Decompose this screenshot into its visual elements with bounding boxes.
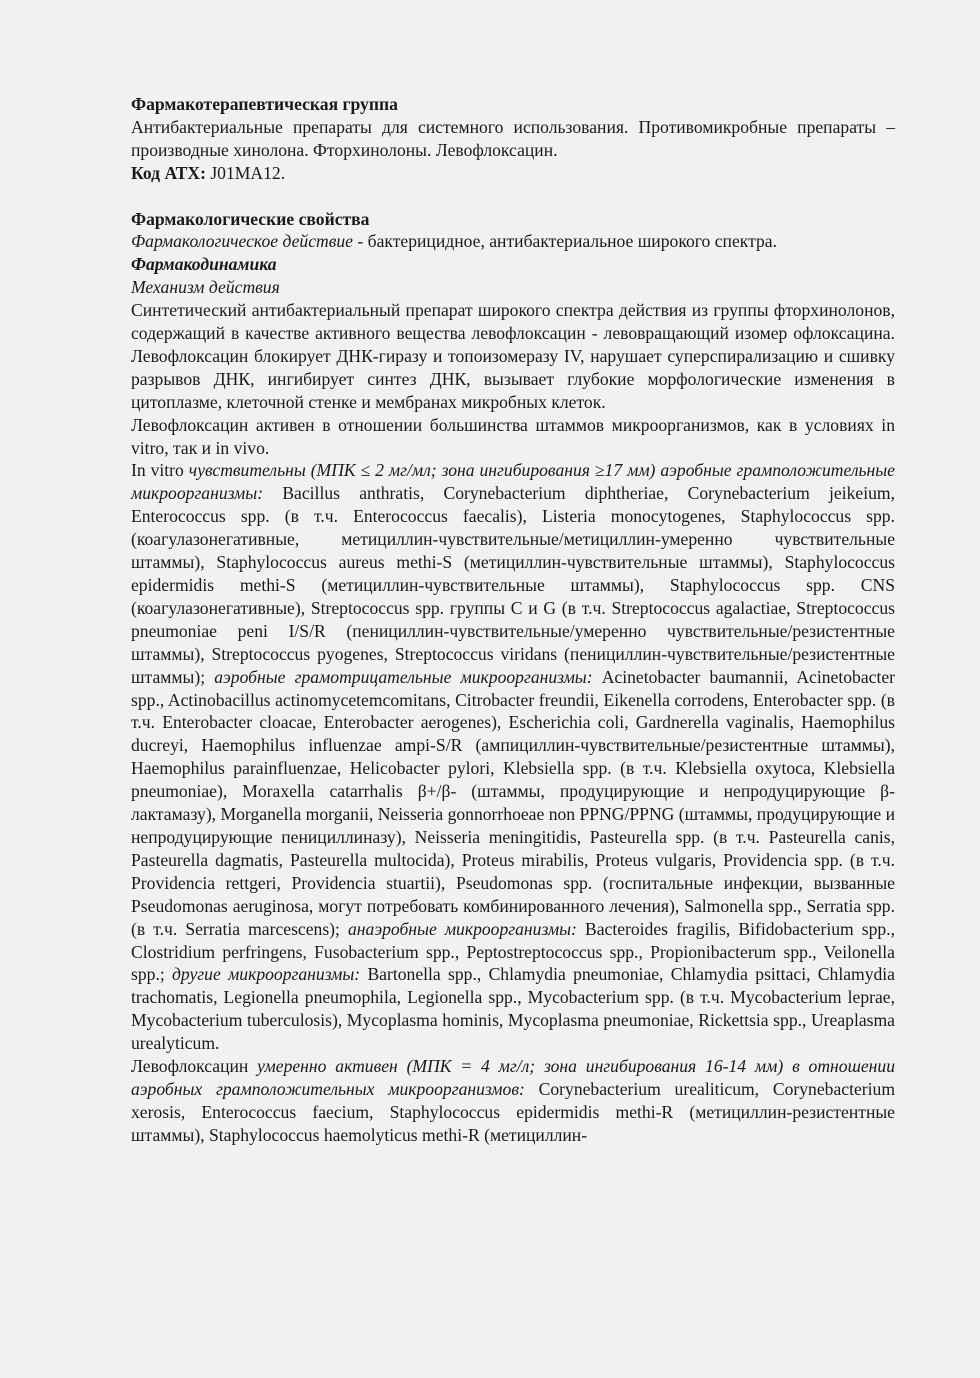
pharmacodynamics-heading: Фармакодинамика	[131, 254, 277, 275]
spectrum-moderate-subject: Левофлоксацин	[131, 1056, 258, 1077]
section-heading-pharmacotherapeutic-group: Фармакотерапевтическая группа	[131, 94, 398, 114]
spectrum-other-list: Bartonella spp., Chlamydia pneumoniae, Chlamydia psittaci, Chlamydia trachomatis, Legionella pneumophila, Legionella spp., Mycobacterium spp. (в т.ч. Mycobacterium leprae, Mycobacterium tuberculosis), Mycoplasma hominis, Mycoplasma pneumoniae, Rickettsia spp., Ureaplasma urealyticum.	[131, 964, 895, 1054]
section-heading-pharmacological-properties: Фармакологические свойства	[131, 208, 370, 229]
spectrum-paragraph-moderate	[131, 1055, 895, 1147]
spectrum-sensitive-criteria: чувствительны (МПК ≤ 2 мг/мл; зона ингибирования ≥17 мм) аэробные грамположительные микроорганизмы:	[131, 460, 895, 504]
pharmacological-action-text: - бактерицидное, антибактериальное широкого спектра.	[352, 231, 777, 252]
spectrum-paragraph-sensitive	[131, 459, 895, 1055]
pharmacological-action-line	[131, 230, 895, 253]
spectrum-anaerobic-label: анаэробные микроорганизмы:	[339, 918, 577, 939]
pharmacotherapeutic-group-text: Антибактериальные препараты для системного использования. Противомикробные препараты – производные хинолона. Фторхинолоны. Левофлоксацин.	[131, 116, 895, 160]
atx-code-label: Код АТХ:	[131, 162, 206, 183]
spectrum-anaerobic-list: Bacteroides fragilis, Bifidobacterium spp., Clostridium perfringens, Fusobacterium spp., Peptostreptococcus spp., Propionibacterum spp., Veilonella spp.;	[131, 918, 895, 985]
pharmacological-action-label: Фармакологическое действие	[131, 231, 353, 252]
mechanism-text: Синтетический антибактериальный препарат широкого спектра действия из группы фторхинолонов, содержащий в качестве активного вещества левофлоксацин - левовращающий изомер офлоксацина. Левофлоксацин блокирует ДНК-гиразу и топоизомеразу IV, нарушает суперспирализацию и сшивку разрывов ДНК, ингибирует синтез ДНК, вызывает глубокие морфологические изменения в цитоплазме, клеточной стенке и мембранах микробных клеток.	[131, 300, 895, 412]
spectrum-other-label: другие микроорганизмы:	[164, 964, 361, 985]
spectrum-gram-negative-label: аэробные грамотрицательные микроорганизмы:	[205, 666, 593, 687]
spectrum-in-vitro: In vitro	[131, 460, 189, 481]
atx-code-value: J01MA12.	[205, 162, 286, 183]
spectrum-moderate-criteria: умеренно активен (МПК = 4 мг/л; зона ингибирования 16-14 мм) в отношении аэробных грамположительных микроорганизмов:	[131, 1056, 895, 1099]
document-page	[131, 93, 895, 1147]
mechanism-heading: Механизм действия	[131, 277, 280, 298]
blank-line	[131, 185, 895, 208]
activity-text: Левофлоксацин активен в отношении большинства штаммов микроорганизмов, как в условиях in vitro, так и in vivo.	[131, 414, 895, 458]
spectrum-moderate-list: Corynebacterium urealiticum, Corynebacterium xerosis, Enterococcus faecium, Staphylococcus epidermidis methi-R (метициллин-резистентные штаммы), Staphylococcus haemolyticus methi-R (метициллин-	[131, 1078, 896, 1145]
spectrum-gram-positive-list: Bacillus anthratis, Corynebacterium diphtheriae, Corynebacterium jeikeium, Enterococcus spp. (в т.ч. Enterococcus faecalis), Listeria monocytogenes, Staphylococcus spp. (коагулазонегативные, метициллин-чувствительные/метициллин-умеренно чувствительные штаммы), Staphylococcus aureus methi-S (метициллин-чувствительные штаммы), Staphylococcus epidermidis methi-S (метициллин-чувствительные штаммы), Staphylococcus spp. CNS (коагулазонегативные), Streptococcus spp. группы C и G (в т.ч. Streptococcus agalactiae, Streptococcus pneumoniae peni I/S/R (пенициллин-чувствительные/умеренно чувствительные/резистентные штаммы), Streptococcus pyogenes, Streptococcus viridans (пенициллин-чувствительные/резистентные штаммы);	[131, 483, 895, 687]
atx-code-line	[131, 162, 895, 185]
spectrum-gram-negative-list: Acinetobacter baumannii, Acinetobacter spp., Actinobacillus actinomycetemcomitans, Citrobacter freundii, Eikenella corrodens, Enterobacter spp. (в т.ч. Enterobacter cloacae, Enterobacter aerogenes), Escherichia coli, Gardnerella vaginalis, Haemophilus ducreyi, Haemophilus influenzae ampi-S/R (ампициллин-чувствительные/резистентные штаммы), Haemophilus parainfluenzae, Helicobacter pylori, Klebsiella spp. (в т.ч. Klebsiella oxytoca, Klebsiella pneumoniae), Moraxella catarrhalis β+/β- (штаммы, продуцирующие и непродуцирующие β-лактамазу), Morganella morganii, Neisseria gonnorrhoeae non PPNG/PPNG (штаммы, продуцирующие и непродуцирующие пенициллиназу), Neisseria meningitidis, Pasteurella spp. (в т.ч. Pasteurella canis, Pasteurella dagmatis, Pasteurella multocida), Proteus mirabilis, Proteus vulgaris, Providencia spp. (в т.ч. Providencia rettgeri, Providencia stuartii), Pseudomonas spp. (госпитальные инфекции, вызванные Pseudomonas aeruginosa, могут потребовать комбинированного лечения), Salmonella spp., Serratia spp. (в т.ч. Serratia marcescens);	[131, 666, 895, 939]
